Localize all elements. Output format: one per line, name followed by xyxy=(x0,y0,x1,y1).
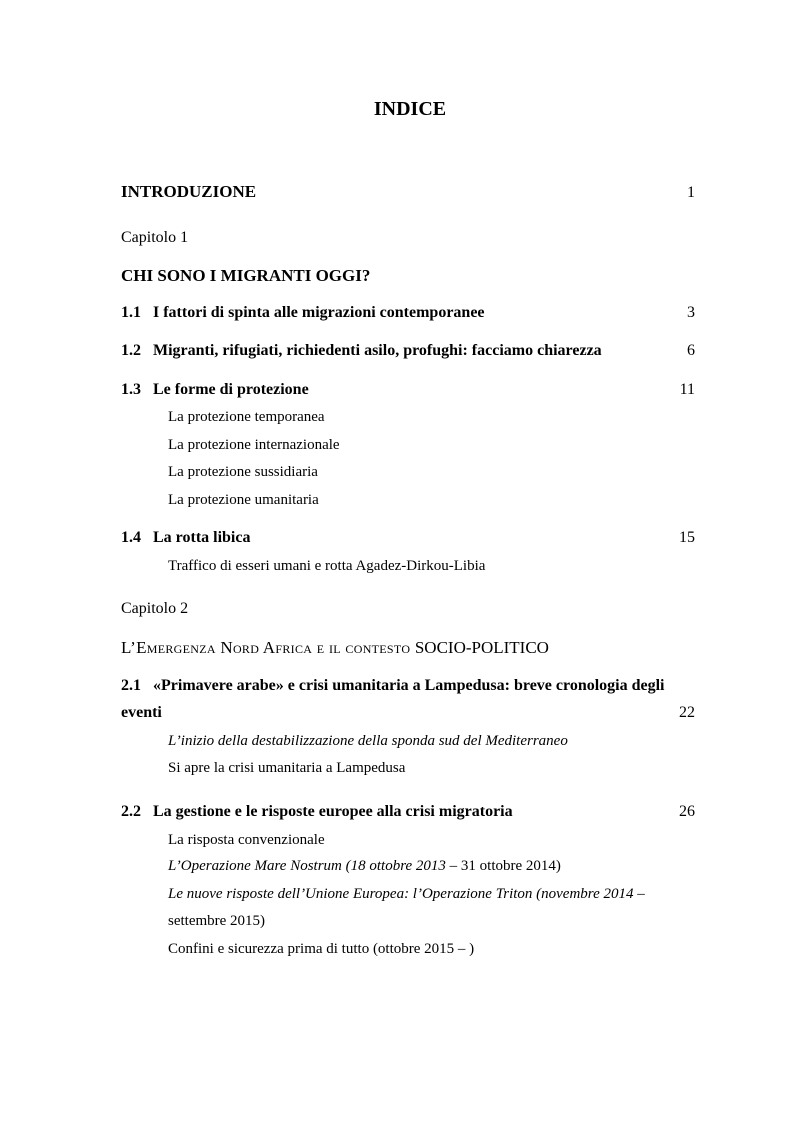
section-title-2-1[interactable]: «Primavere arabe» e crisi umanitaria a Lampedusa: breve cronologia degli xyxy=(153,677,665,694)
chapter-2-title[interactable] xyxy=(121,638,549,658)
subsection-item[interactable]: La protezione umanitaria xyxy=(168,492,319,508)
section-title-2-2[interactable]: La gestione e le risposte europee alla crisi migratoria xyxy=(153,803,513,820)
section-page: 26 xyxy=(679,803,695,820)
subsection-item[interactable]: Le nuove risposte dell’Unione Europea: l’Operazione Triton (novembre 2014 – xyxy=(168,886,645,902)
section-num: 1.2 xyxy=(121,342,141,359)
subsection-item[interactable]: La risposta convenzionale xyxy=(168,832,325,848)
chapter-2-title-part: SOCIO-POLITICO xyxy=(414,638,549,657)
subsection-item[interactable]: Traffico di esseri umani e rotta Agadez-Dirkou-Libia xyxy=(168,558,486,574)
section-num: 2.1 xyxy=(121,677,141,694)
section-num: 2.2 xyxy=(121,803,141,820)
subsection-item[interactable]: La protezione sussidiaria xyxy=(168,464,318,480)
page-title: INDICE xyxy=(373,98,447,120)
section-num: 1.3 xyxy=(121,381,141,398)
subsection-item[interactable]: La protezione temporanea xyxy=(168,409,325,425)
chapter-1-label: Capitolo 1 xyxy=(121,229,189,246)
subsection-item[interactable]: L’inizio della destabilizzazione della sponda sud del Mediterraneo xyxy=(168,733,568,749)
subsection-item-cont[interactable]: settembre 2015) xyxy=(168,913,266,929)
section-page: 22 xyxy=(679,704,695,721)
section-page: 15 xyxy=(679,529,695,546)
section-title-1-3[interactable]: Le forme di protezione xyxy=(153,381,309,398)
chapter-2-label: Capitolo 2 xyxy=(121,600,189,617)
subsection-item[interactable]: Si apre la crisi umanitaria a Lampedusa xyxy=(168,760,406,776)
subsection-part: L’Operazione Mare Nostrum (18 ottobre 2013 – xyxy=(168,858,461,874)
subsection-part: 31 ottobre 2014) xyxy=(460,858,561,874)
section-num: 1.1 xyxy=(121,304,141,321)
subsection-item[interactable]: Confini e sicurezza prima di tutto (ottobre 2015 – ) xyxy=(168,941,475,957)
section-page: 3 xyxy=(687,304,695,321)
chapter-1-title[interactable]: CHI SONO I MIGRANTI OGGI? xyxy=(121,266,371,285)
section-title-1-2[interactable]: Migranti, rifugiati, richiedenti asilo, profughi: facciamo chiarezza xyxy=(153,342,602,359)
subsection-item[interactable]: La protezione internazionale xyxy=(168,437,340,453)
section-title-1-4[interactable]: La rotta libica xyxy=(153,529,251,546)
subsection-item[interactable] xyxy=(168,858,561,875)
section-title-1-1[interactable]: I fattori di spinta alle migrazioni contemporanee xyxy=(153,304,485,321)
chapter-2-title-part: L’Emergenza Nord Africa e il contesto xyxy=(121,638,415,657)
toc-intro-page: 1 xyxy=(687,184,695,201)
section-page: 11 xyxy=(679,381,695,398)
section-title-2-1-cont[interactable]: eventi xyxy=(121,704,162,721)
section-page: 6 xyxy=(687,342,695,359)
section-num: 1.4 xyxy=(121,529,141,546)
toc-intro-label[interactable]: INTRODUZIONE xyxy=(121,182,257,201)
